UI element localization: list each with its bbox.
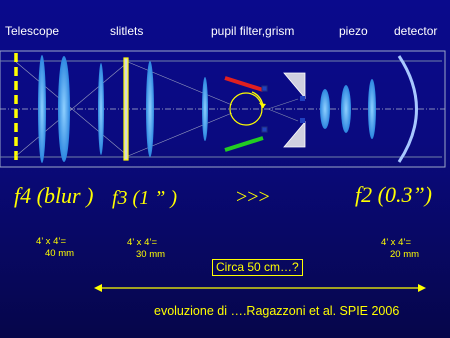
label-detector: detector [394, 24, 438, 38]
red-filter-element [225, 78, 263, 90]
grism-prism-lower [284, 122, 305, 147]
label-slitlets: slitlets [110, 24, 144, 38]
field-size-left: 4’ x 4’= 40 mm [36, 236, 75, 259]
label-pupil-filter-grism: pupil filter,grism [211, 24, 295, 38]
field-size-right: 4’ x 4’= 20 mm [381, 237, 420, 260]
progression-arrows: >>> [236, 186, 270, 208]
focal-ratio-f4: f4 (blur ) [14, 183, 94, 208]
lens-1 [38, 55, 46, 163]
grism-prism-upper [284, 73, 305, 98]
focal-ratio-f3: f3 (1 ” ) [112, 187, 177, 209]
label-piezo: piezo [339, 24, 368, 38]
lens-2 [58, 56, 70, 162]
green-filter-element [225, 138, 263, 150]
length-note: Circa 50 cm…? [212, 259, 303, 276]
lens-7-piezo [341, 85, 351, 133]
field-size-middle: 4’ x 4’= 30 mm [127, 237, 166, 260]
label-telescope: Telescope [5, 24, 60, 38]
focal-ratio-f2: f2 (0.3”) [355, 182, 432, 207]
lens-4 [146, 61, 154, 157]
lens-5 [202, 77, 208, 141]
lens-6 [320, 89, 330, 129]
credit-line: evoluzione di ….Ragazzoni et al. SPIE 2006 [154, 304, 400, 318]
lens-3 [98, 63, 104, 155]
slitlet-plane [124, 58, 128, 160]
lens-8 [368, 79, 376, 139]
